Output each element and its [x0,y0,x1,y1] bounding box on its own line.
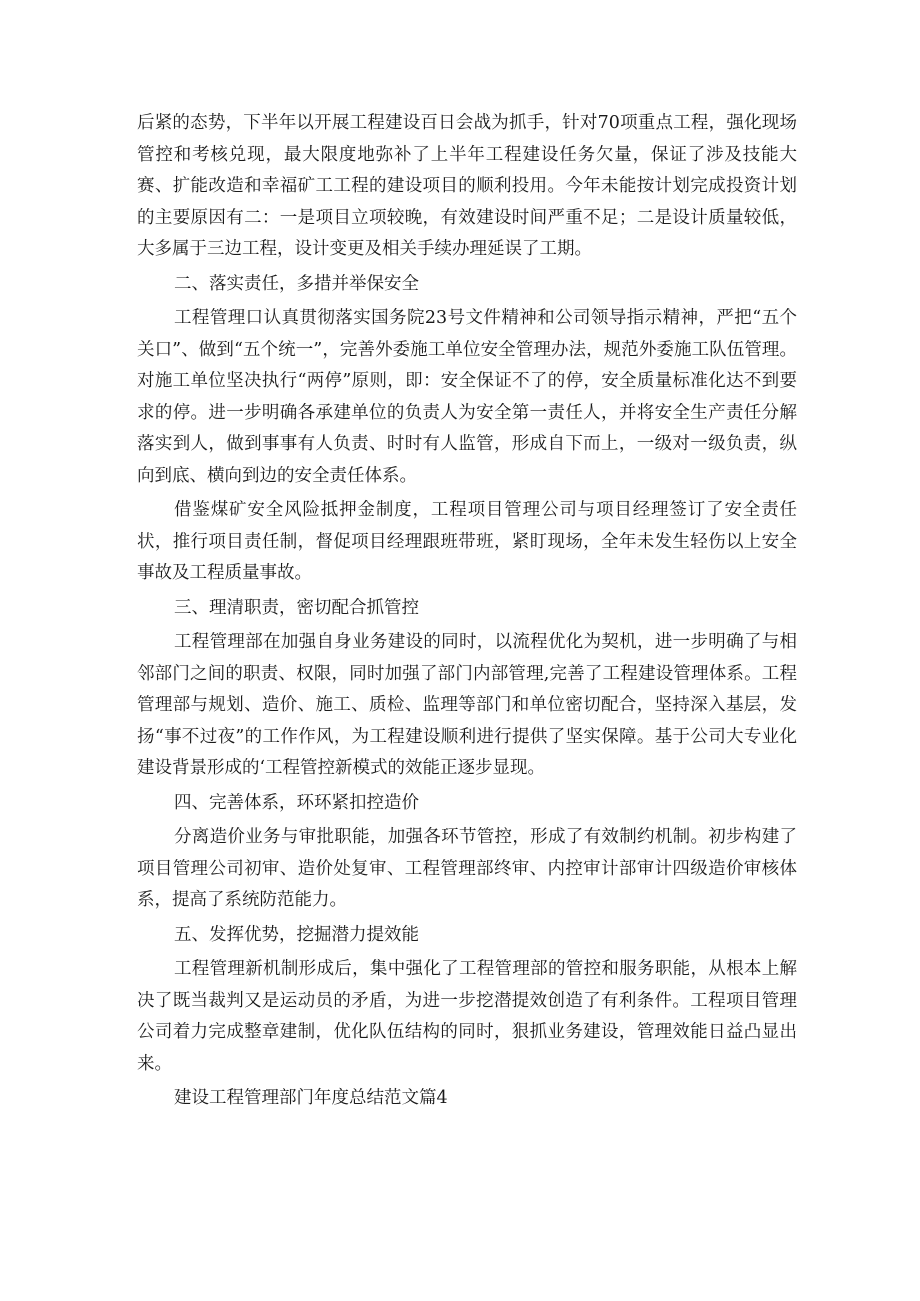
article-title-part-4: 建设工程管理部门年度总结范文篇4 [174,1088,448,1108]
section-heading-3: 三、理清职责，密切配合抓管控 [174,597,419,618]
paragraph-continuation: 后紧的态势，下半年以开展工程建设百日会战为抓手，针对70项重点工程，强化现场管控和考核兑现，最大限度地弥补了上半年工程建设任务欠量，保证了涉及技能大赛、扩能改造和幸福矿工工程的建设项目的顺利投用。今年未能按计划完成投资计划的主要原因有二：一是项目立项较晚，有效建设时间严重不足；二是设计质量较低，大多属于三边工程，设计变更及相关手续办理延误了工期。 [137,113,797,259]
paragraph-cost-control: 分离造价业务与审批职能，加强各环节管控，形成了有效制约机制。初步构建了项目管理公司初审、造价处复审、工程管理部终审、内控审计部审计四级造价审核体系，提高了系统防范能力。 [137,827,797,910]
section-heading-2: 二、落实责任，多措并举保安全 [174,273,419,294]
paragraph-safety-deposit: 借鉴煤矿安全风险抵押金制度，工程项目管理公司与项目经理签订了安全责任状，推行项目责任制，督促项目经理跟班带班，紧盯现场，全年未发生轻伤以上安全事故及工程质量事故。 [137,500,797,583]
section-heading-4: 四、完善体系，环环紧扣控造价 [174,792,419,813]
section-heading-5: 五、发挥优势，挖掘潜力提效能 [174,924,419,945]
paragraph-efficiency: 工程管理新机制形成后，集中强化了工程管理部的管控和服务职能，从根本上解决了既当裁判又是运动员的矛盾，为进一步挖潜提效创造了有利条件。工程项目管理公司着力完成整章建制，优化队伍结构的同时，狠抓业务建设，管理效能日益凸显出来。 [137,959,797,1074]
paragraph-duties: 工程管理部在加强自身业务建设的同时，以流程优化为契机，进一步明确了与相邻部门之间的职责、权限，同时加强了部门内部管理,完善了工程建设管理体系。工程管理部与规划、造价、施工、质检、监理等部门和单位密切配合，坚持深入基层，发扬“事不过夜”的工作作风，为工程建设顺利进行提供了坚实保障。基于公司大专业化建设背景形成的‘工程管控新模式的效能正逐步显现。 [137,632,797,778]
paragraph-safety-responsibility: 工程管理口认真贯彻落实国务院23号文件精神和公司领导指示精神，严把“五个关口”、做到“五个统一”，完善外委施工单位安全管理办法，规范外委施工队伍管理。对施工单位坚决执行“两停”原则，即：安全保证不了的停，安全质量标准化达不到要求的停。进一步明确各承建单位的负责人为安全第一责任人，并将安全生产责任分解落实到人，做到事事有人负责、时时有人监管，形成自下而上，一级对一级负责，纵向到底、横向到边的安全责任体系。 [137,308,797,486]
document-page [137,108,797,1115]
